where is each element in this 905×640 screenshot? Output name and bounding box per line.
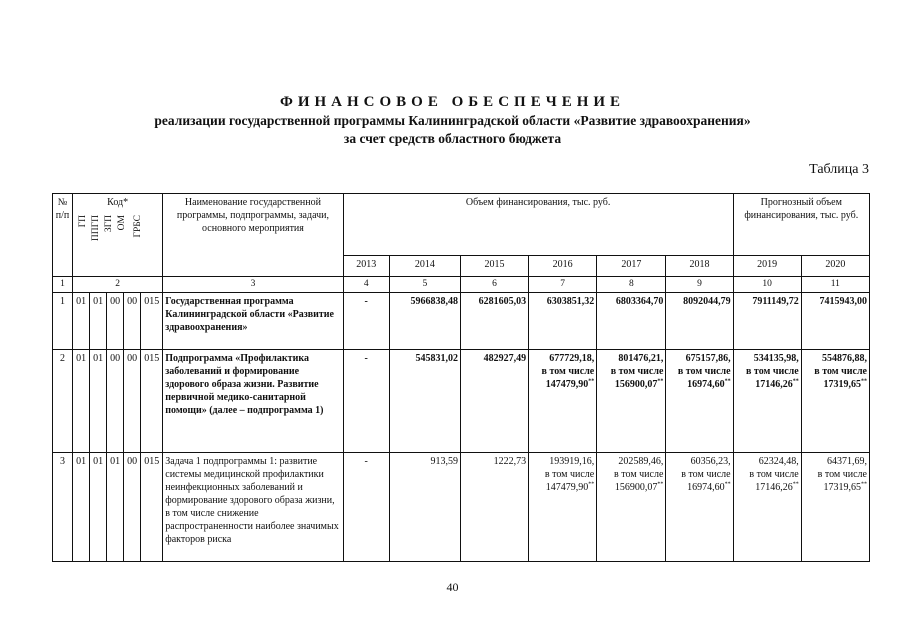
col-number: 6 xyxy=(460,277,528,293)
table-label: Таблица 3 xyxy=(809,162,869,177)
table-row xyxy=(53,453,870,562)
value-sub: 17319,65 xyxy=(823,482,861,493)
header-num: № п/п xyxy=(53,194,73,277)
code-col-grbs: ГРБС xyxy=(133,215,144,238)
value-mark: ** xyxy=(588,378,595,385)
row-code: 015 xyxy=(141,293,163,350)
row-value: 5966838,48 xyxy=(389,293,460,350)
value-sub: 17319,65 xyxy=(823,379,861,390)
value-main: 62324,48, xyxy=(758,456,799,467)
value-main: 677729,18, xyxy=(549,353,595,364)
row-name: Государственная программа Калининградской области «Развитие здравоохранения» xyxy=(163,293,343,350)
value-note: в том числе xyxy=(614,469,664,480)
title-line3: за счет средств областного бюджета xyxy=(343,131,562,146)
value-sub: 16974,60 xyxy=(687,482,725,493)
col-number: 4 xyxy=(343,277,389,293)
row-value: 7911149,72 xyxy=(733,293,801,350)
row-value-cell xyxy=(733,350,801,453)
row-value: 545831,02 xyxy=(389,350,460,453)
col-number: 9 xyxy=(666,277,733,293)
row-code: 01 xyxy=(90,293,107,350)
page-number: 40 xyxy=(446,580,459,594)
row-num: 2 xyxy=(53,350,73,453)
value-sub: 17146,26 xyxy=(755,482,793,493)
row-code: 015 xyxy=(141,350,163,453)
col-number: 2 xyxy=(73,277,163,293)
row-value: 6803364,70 xyxy=(597,293,666,350)
row-num: 3 xyxy=(53,453,73,562)
row-value: - xyxy=(343,350,389,453)
value-note: в том числе xyxy=(681,469,731,480)
row-num: 1 xyxy=(53,293,73,350)
row-name: Задача 1 подпрограммы 1: развитие системы медицинской профилактики неинфекционных заболеваний и формирование здорового образа жизни, в том числе снижение распространенности наиболее значимых факторов риска xyxy=(163,453,343,562)
year-cell: 2018 xyxy=(666,256,733,277)
row-value-cell xyxy=(529,453,597,562)
row-value: 7415943,00 xyxy=(801,293,869,350)
row-code: 01 xyxy=(73,453,90,562)
year-cell: 2019 xyxy=(733,256,801,277)
document-title xyxy=(0,92,905,148)
value-sub: 147479,90 xyxy=(545,379,589,390)
value-note: в том числе xyxy=(749,469,799,480)
value-mark: ** xyxy=(724,378,731,385)
value-sub: 16974,60 xyxy=(687,379,725,390)
row-value-cell xyxy=(801,350,869,453)
value-sub: 17146,26 xyxy=(755,379,793,390)
row-value: 482927,49 xyxy=(460,350,528,453)
col-number: 7 xyxy=(529,277,597,293)
row-value-cell xyxy=(529,350,597,453)
row-code: 00 xyxy=(107,293,124,350)
row-name: Подпрограмма «Профилактика заболеваний и формирование здорового образа жизни. Развитие первичной медико-санитарной помощи» (далее – подпрограмма 1) xyxy=(163,350,343,453)
value-main: 554876,88, xyxy=(822,353,867,364)
row-code: 01 xyxy=(73,293,90,350)
col-number: 8 xyxy=(597,277,666,293)
value-mark: ** xyxy=(724,481,731,488)
value-note: в том числе xyxy=(677,366,731,377)
header-code-label: Код* xyxy=(107,197,129,208)
year-cell: 2020 xyxy=(801,256,869,277)
value-mark: ** xyxy=(861,378,867,385)
year-cell: 2014 xyxy=(389,256,460,277)
row-value: - xyxy=(343,293,389,350)
title-main: ФИНАНСОВОЕ ОБЕСПЕЧЕНИЕ xyxy=(279,94,626,110)
value-main: 675157,86, xyxy=(685,353,731,364)
value-note: в том числе xyxy=(814,366,867,377)
row-value-cell xyxy=(666,453,733,562)
header-forecast: Прогнозный объем финансирования, тыс. руб. xyxy=(733,194,869,256)
row-value-cell xyxy=(597,350,666,453)
code-col-gp: ГП xyxy=(78,215,89,228)
header-name: Наименование государственной программы, подпрограммы, задачи, основного мероприятия xyxy=(163,194,343,277)
value-mark: ** xyxy=(657,481,664,488)
value-mark: ** xyxy=(792,481,799,488)
value-sub: 147479,90 xyxy=(545,482,589,493)
row-value: 6281605,03 xyxy=(460,293,528,350)
value-mark: ** xyxy=(861,481,867,488)
value-note: в том числе xyxy=(541,366,595,377)
row-value: - xyxy=(343,453,389,562)
value-main: 60356,23, xyxy=(690,456,731,467)
value-mark: ** xyxy=(588,481,595,488)
col-number: 10 xyxy=(733,277,801,293)
header-row xyxy=(53,194,870,256)
year-cell: 2016 xyxy=(529,256,597,277)
value-mark: ** xyxy=(657,378,664,385)
row-code: 00 xyxy=(124,453,141,562)
row-value: 8092044,79 xyxy=(666,293,733,350)
value-sub: 156900,07 xyxy=(614,379,658,390)
value-main: 64371,69, xyxy=(827,456,867,467)
column-number-row xyxy=(53,277,870,293)
financing-table xyxy=(52,193,870,562)
code-col-ppgp: ППГП xyxy=(91,215,102,242)
value-main: 193919,16, xyxy=(549,456,595,467)
value-note: в том числе xyxy=(746,366,799,377)
row-code: 01 xyxy=(90,350,107,453)
header-volume: Объем финансирования, тыс. руб. xyxy=(343,194,733,256)
col-number: 3 xyxy=(163,277,343,293)
row-value: 1222,73 xyxy=(460,453,528,562)
value-mark: ** xyxy=(792,378,799,385)
value-main: 534135,98, xyxy=(753,353,799,364)
value-note: в том числе xyxy=(610,366,664,377)
row-value-cell xyxy=(597,453,666,562)
row-value: 913,59 xyxy=(389,453,460,562)
year-cell: 2015 xyxy=(460,256,528,277)
value-main: 202589,46, xyxy=(618,456,664,467)
col-number: 1 xyxy=(53,277,73,293)
code-col-zgp: ЗГП xyxy=(104,215,115,233)
row-code: 01 xyxy=(107,453,124,562)
col-number: 11 xyxy=(801,277,869,293)
header-code xyxy=(73,194,163,277)
row-value: 6303851,32 xyxy=(529,293,597,350)
title-line2: реализации государственной программы Калининградской области «Развитие здравоохранения» xyxy=(154,113,751,128)
row-code: 00 xyxy=(124,293,141,350)
value-note: в том числе xyxy=(817,469,867,480)
value-note: в том числе xyxy=(544,469,595,480)
row-value-cell xyxy=(801,453,869,562)
year-cell: 2013 xyxy=(343,256,389,277)
row-code: 01 xyxy=(73,350,90,453)
col-number: 5 xyxy=(389,277,460,293)
year-cell: 2017 xyxy=(597,256,666,277)
table-row xyxy=(53,350,870,453)
table-row xyxy=(53,293,870,350)
value-main: 801476,21, xyxy=(618,353,664,364)
row-value-cell xyxy=(733,453,801,562)
value-sub: 156900,07 xyxy=(614,482,658,493)
code-col-om: ОМ xyxy=(117,215,128,231)
row-code: 00 xyxy=(107,350,124,453)
row-value-cell xyxy=(666,350,733,453)
row-code: 01 xyxy=(90,453,107,562)
row-code: 00 xyxy=(124,350,141,453)
row-code: 015 xyxy=(141,453,163,562)
